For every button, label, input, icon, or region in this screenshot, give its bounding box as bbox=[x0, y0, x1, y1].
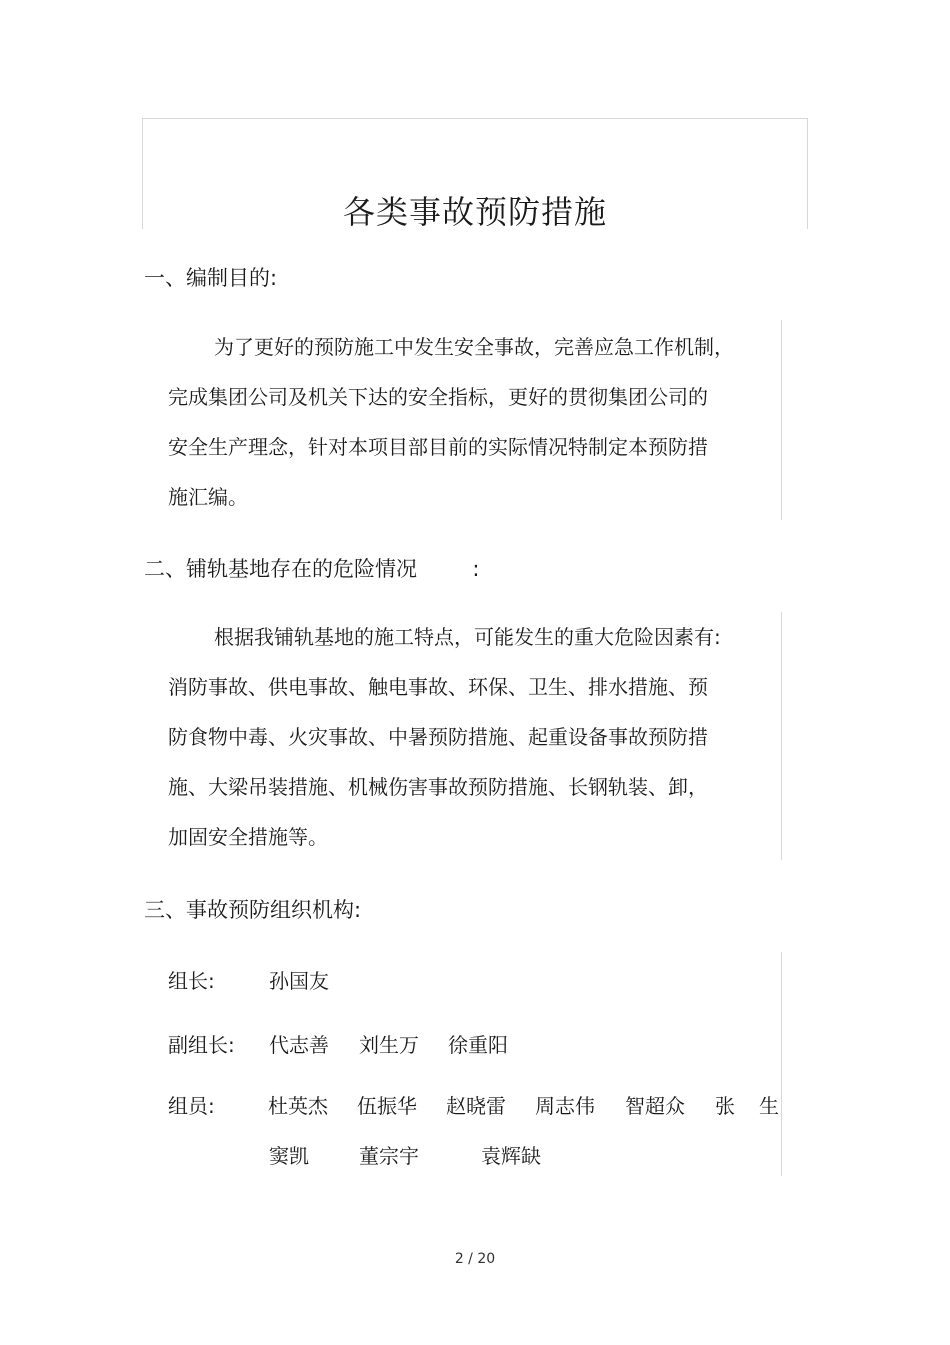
document-title: 各类事故预防措施 bbox=[342, 193, 607, 231]
member-name: 张 bbox=[715, 1094, 735, 1118]
leader-label: 组长: bbox=[168, 969, 215, 993]
divider-line bbox=[781, 952, 782, 1176]
member-name: 董宗宇 bbox=[359, 1144, 419, 1168]
divider-line bbox=[781, 320, 782, 520]
paragraph-line: 完成集团公司及机关下达的安全指标，更好的贯彻集团公司的 bbox=[168, 385, 708, 409]
section1-paragraph bbox=[168, 322, 758, 522]
leader-name: 孙国友 bbox=[269, 969, 329, 993]
section2-heading-text: 二、铺轨基地存在的危险情况 bbox=[144, 557, 417, 581]
deputy-name: 刘生万 bbox=[359, 1033, 419, 1057]
page-number: 2 / 20 bbox=[454, 1251, 496, 1267]
section2-paragraph bbox=[168, 612, 758, 862]
deputy-name: 徐重阳 bbox=[448, 1033, 508, 1057]
paragraph-line: 加固安全措施等。 bbox=[168, 825, 328, 849]
section2-heading bbox=[144, 553, 479, 583]
paragraph-line: 为了更好的预防施工中发生安全事故，完善应急工作机制， bbox=[214, 335, 734, 359]
paragraph-line: 防食物中毒、火灾事故、中暑预防措施、起重设备事故预防措 bbox=[168, 725, 708, 749]
divider-line bbox=[781, 612, 782, 860]
deputy-label: 副组长: bbox=[168, 1033, 235, 1057]
member-name: 生 bbox=[759, 1094, 779, 1118]
paragraph-line: 安全生产理念，针对本项目部目前的实际情况特制定本预防措 bbox=[168, 435, 708, 459]
section3-heading: 三、事故预防组织机构: bbox=[144, 898, 362, 922]
members-label: 组员: bbox=[168, 1094, 215, 1118]
member-name: 伍振华 bbox=[357, 1094, 417, 1118]
member-name: 周志伟 bbox=[535, 1094, 595, 1118]
title-box bbox=[142, 118, 808, 229]
section1-heading: 一、编制目的: bbox=[144, 266, 278, 290]
section2-heading-colon: : bbox=[472, 557, 480, 581]
deputy-name: 代志善 bbox=[269, 1033, 329, 1057]
member-name: 窦凯 bbox=[269, 1144, 309, 1168]
paragraph-line: 施、大梁吊装措施、机械伤害事故预防措施、长钢轨装、卸， bbox=[168, 775, 708, 799]
paragraph-line: 施汇编。 bbox=[168, 485, 248, 509]
member-name: 杜英杰 bbox=[268, 1094, 328, 1118]
paragraph-line: 消防事故、供电事故、触电事故、环保、卫生、排水措施、预 bbox=[168, 675, 708, 699]
member-name: 赵晓雷 bbox=[446, 1094, 506, 1118]
paragraph-line: 根据我铺轨基地的施工特点，可能发生的重大危险因素有: bbox=[214, 625, 721, 649]
member-name: 袁辉缺 bbox=[481, 1144, 541, 1168]
member-name: 智超众 bbox=[625, 1094, 685, 1118]
